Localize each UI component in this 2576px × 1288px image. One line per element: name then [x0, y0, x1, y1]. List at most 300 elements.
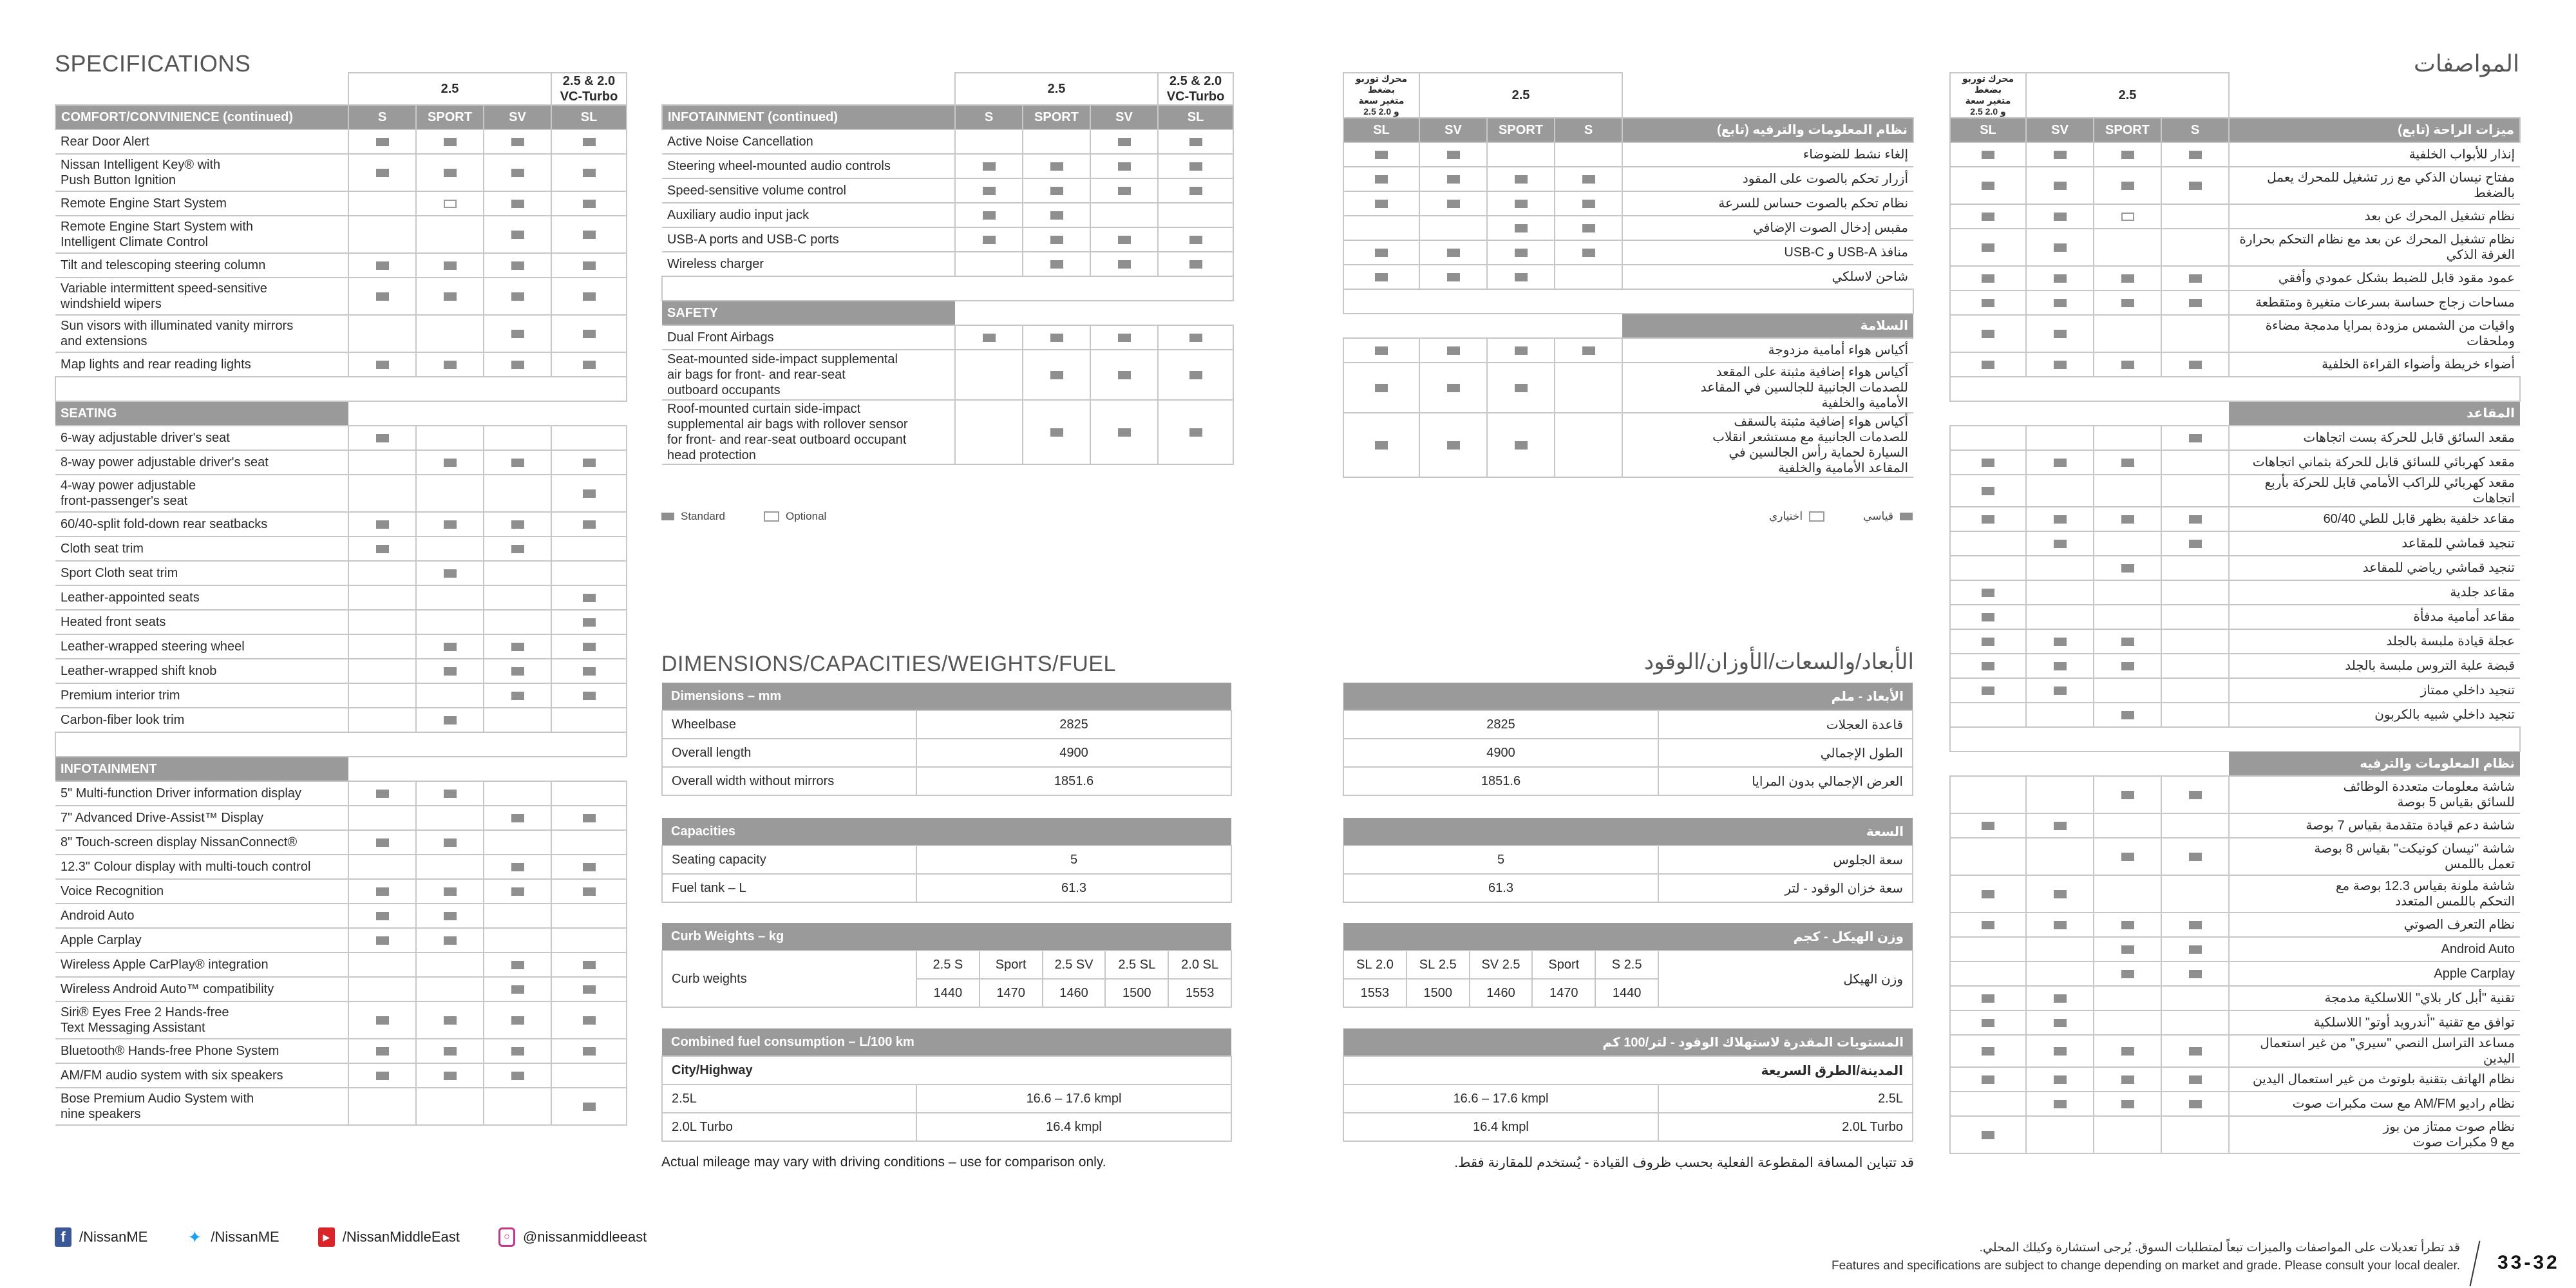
trim-availability	[1950, 605, 2026, 629]
trim-availability	[484, 536, 551, 561]
trim-availability	[1023, 129, 1090, 154]
feature-label: أزرار تحكم بالصوت على المقود	[1622, 167, 1913, 191]
feature-row	[1950, 507, 2520, 531]
trim-availability	[416, 904, 484, 928]
row-label: 2.0L Turbo	[662, 1113, 916, 1141]
social-twitter[interactable]	[186, 1227, 279, 1247]
feature-label: USB-A ports and USB-C ports	[662, 227, 955, 252]
trim-availability	[2161, 937, 2229, 961]
trim-label: Sport	[1532, 951, 1595, 979]
standard-mark-icon	[444, 667, 457, 676]
trim-availability	[1158, 400, 1233, 464]
trim-availability	[1950, 352, 2026, 377]
trim-availability	[2161, 426, 2229, 450]
trim-availability	[2161, 229, 2229, 266]
trim-availability	[1950, 629, 2026, 654]
trim-availability	[2026, 776, 2094, 813]
feature-label: نظام تشغيل المحرك عن بعد	[2229, 204, 2520, 229]
feature-label: Dual Front Airbags	[662, 325, 955, 350]
trim-availability	[348, 683, 416, 708]
trim-header: SL	[1158, 105, 1233, 129]
standard-mark-icon	[511, 667, 524, 676]
row-label: Wheelbase	[662, 710, 916, 739]
standard-mark-icon	[1375, 346, 1388, 355]
trim-header: SL	[551, 105, 627, 129]
feature-table-ar	[1949, 72, 2521, 1154]
trim-header: S	[955, 105, 1023, 129]
feature-label: 60/40-split fold-down rear seatbacks	[55, 512, 348, 536]
trim-availability	[1950, 204, 2026, 229]
row-label: سعة الجلوس	[1658, 846, 1913, 874]
standard-mark-icon	[1050, 260, 1063, 269]
standard-mark-icon	[376, 1072, 389, 1080]
feature-label: نظام تشغيل المحرك عن بعد مع نظام التحكم بحرارة الغرفة الذكي	[2229, 229, 2520, 266]
trim-availability	[1419, 363, 1487, 413]
standard-mark-icon	[583, 292, 596, 301]
feature-row	[1950, 1010, 2520, 1035]
standard-mark-icon	[983, 162, 996, 171]
standard-mark-icon	[376, 790, 389, 798]
trim-availability	[2094, 678, 2161, 703]
curb-weight-value: 1553	[1168, 979, 1231, 1007]
feature-row	[55, 855, 627, 879]
table-header: Dimensions – mm	[662, 683, 1231, 710]
feature-label: Wireless Apple CarPlay® integration	[55, 952, 348, 977]
table-row	[662, 767, 1231, 795]
trim-availability	[348, 216, 416, 253]
trim-availability	[1090, 129, 1158, 154]
feature-label: Remote Engine Start System	[55, 191, 348, 216]
standard-mark-icon	[1447, 346, 1460, 355]
standard-mark-icon	[376, 434, 389, 442]
standard-mark-icon	[1982, 330, 1994, 338]
trim-availability	[551, 1039, 627, 1063]
standard-mark-icon	[444, 1072, 457, 1080]
standard-mark-icon	[583, 643, 596, 651]
feature-row	[1950, 1116, 2520, 1153]
standard-mark-icon	[1189, 236, 1202, 244]
section-header: INFOTAINMENT (continued)	[662, 105, 955, 129]
trim-availability	[484, 278, 551, 315]
row-value: 2825	[1343, 710, 1658, 739]
feature-row	[55, 512, 627, 536]
trim-availability	[2026, 1067, 2094, 1092]
trim-availability	[1023, 252, 1090, 276]
feature-row	[1950, 838, 2520, 875]
feature-label: تنجيد قماشي للمقاعد	[2229, 531, 2520, 556]
trim-availability	[2161, 961, 2229, 986]
row-label: 2.5L	[1658, 1084, 1913, 1113]
feature-row	[662, 154, 1233, 178]
social-instagram[interactable]	[498, 1227, 647, 1247]
feature-label: مساعد التراسل النصي "سيري" من غير استعمال اليدين	[2229, 1035, 2520, 1067]
feature-row	[55, 450, 627, 475]
fuel-consumption-table	[1343, 1028, 1913, 1142]
standard-mark-icon	[583, 520, 596, 529]
standard-mark-icon	[376, 887, 389, 896]
standard-mark-icon	[583, 985, 596, 994]
standard-mark-icon	[983, 211, 996, 220]
feature-row	[55, 585, 627, 610]
feature-label: مفتاح نيسان الذكي مع زر تشغيل للمحرك يعمل بالضغط	[2229, 167, 2520, 204]
engine-group-2-5: 2.5	[348, 73, 551, 105]
standard-mark-icon	[2189, 921, 2202, 929]
trim-availability	[2094, 629, 2161, 654]
feature-label: عمود مقود قابل للضبط بشكل عمودي وأفقي	[2229, 266, 2520, 290]
trim-availability	[348, 1088, 416, 1125]
feature-row	[1950, 937, 2520, 961]
feature-row	[55, 253, 627, 278]
trim-availability	[2094, 507, 2161, 531]
trim-availability	[2161, 475, 2229, 507]
standard-mark-icon	[2121, 945, 2134, 954]
trim-availability	[2161, 315, 2229, 352]
standard-mark-icon	[1515, 175, 1528, 184]
trim-availability	[1950, 913, 2026, 937]
feature-row	[1343, 363, 1913, 413]
social-youtube[interactable]	[318, 1227, 460, 1247]
trim-availability	[1555, 363, 1622, 413]
standard-mark-icon	[2121, 662, 2134, 670]
feature-label: نظام التعرف الصوتي	[2229, 913, 2520, 937]
standard-mark-icon	[1375, 249, 1388, 257]
feature-label: أكياس هواء إضافية مثبتة بالسقف للصدمات الجانبية مع مستشعر انقلاب السيارة لحماية رأس الجالسين في المقاعد الأمامية والخلفية	[1622, 413, 1913, 477]
trim-availability	[416, 536, 484, 561]
feature-row	[662, 227, 1233, 252]
trim-availability	[2094, 426, 2161, 450]
row-label: 2.5L	[662, 1084, 916, 1113]
row-value: 61.3	[1343, 874, 1658, 902]
table-row	[1343, 874, 1913, 902]
standard-mark-icon	[511, 692, 524, 700]
trim-availability	[2026, 426, 2094, 450]
feature-table-en	[661, 72, 1234, 465]
trim-availability	[1950, 167, 2026, 204]
standard-mark-icon	[444, 790, 457, 798]
feature-label: Leather-wrapped shift knob	[55, 659, 348, 683]
standard-mark-icon	[2121, 853, 2134, 861]
trim-availability	[1555, 265, 1622, 289]
mileage-note-ar: قد تتباين المسافة المقطوعة الفعلية بحسب ظروف القيادة - يُستخدم للمقارنة فقط.	[1454, 1155, 1914, 1170]
feature-label: 7" Advanced Drive-Assist™ Display	[55, 806, 348, 830]
trim-availability	[2094, 167, 2161, 204]
trim-availability	[2161, 450, 2229, 475]
trim-availability	[348, 977, 416, 1001]
trim-availability	[484, 191, 551, 216]
trim-availability	[484, 426, 551, 450]
standard-mark-icon	[376, 138, 389, 146]
standard-box-icon	[661, 513, 674, 520]
standard-mark-icon	[1982, 638, 1994, 646]
curb-weight-value: 1553	[1343, 979, 1406, 1007]
trim-header: SV	[1419, 118, 1487, 142]
feature-row	[1950, 813, 2520, 838]
social-facebook[interactable]	[55, 1227, 147, 1247]
feature-row	[1950, 266, 2520, 290]
trim-availability	[484, 708, 551, 732]
feature-row	[55, 216, 627, 253]
feature-label: 8-way power adjustable driver's seat	[55, 450, 348, 475]
feature-row	[662, 350, 1233, 400]
standard-mark-icon	[444, 361, 457, 369]
engine-group-turbo: 2.5 & 2.0 VC-Turbo	[1158, 73, 1233, 105]
curb-weights-table	[661, 923, 1232, 1008]
feature-row	[55, 1039, 627, 1063]
trim-header: SPORT	[1487, 118, 1555, 142]
feature-row	[1950, 450, 2520, 475]
trim-availability	[1950, 507, 2026, 531]
standard-mark-icon	[1982, 274, 1994, 283]
standard-mark-icon	[1982, 213, 1994, 221]
trim-availability	[416, 634, 484, 659]
standard-mark-icon	[444, 569, 457, 578]
standard-mark-icon	[1447, 441, 1460, 450]
feature-label: قبضة علبة التروس ملبسة بالجلد	[2229, 654, 2520, 678]
standard-mark-icon	[1118, 334, 1131, 342]
feature-row	[1950, 475, 2520, 507]
trim-availability	[1419, 191, 1487, 216]
standard-mark-icon	[376, 912, 389, 920]
feature-row	[1950, 605, 2520, 629]
trim-availability	[348, 585, 416, 610]
trim-availability	[1023, 350, 1090, 400]
feature-row	[55, 1063, 627, 1088]
trim-availability	[551, 879, 627, 904]
trim-availability	[484, 561, 551, 585]
dimensions-title-ar: الأبعاد/والسعات/الأوزان/الوقود	[1644, 650, 1914, 674]
trim-availability	[551, 1088, 627, 1125]
feature-row	[1950, 352, 2520, 377]
standard-mark-icon	[2189, 970, 2202, 978]
trim-availability	[348, 450, 416, 475]
standard-mark-icon	[583, 169, 596, 177]
trim-availability	[1950, 776, 2026, 813]
instagram-handle: @nissanmiddleeast	[522, 1229, 647, 1245]
section-header: INFOTAINMENT	[55, 757, 348, 781]
standard-mark-icon	[1582, 249, 1595, 257]
trim-availability	[348, 426, 416, 450]
table-header: Combined fuel consumption – L/100 km	[662, 1028, 1231, 1056]
trim-availability	[1950, 961, 2026, 986]
trim-availability	[416, 278, 484, 315]
trim-availability	[1343, 216, 1419, 240]
feature-row	[55, 154, 627, 191]
page-title-ar: المواصفات	[2413, 50, 2519, 77]
trim-availability	[955, 178, 1023, 203]
trim-availability	[2026, 475, 2094, 507]
trim-availability	[1950, 986, 2026, 1010]
standard-mark-icon	[2121, 638, 2134, 646]
trim-availability	[484, 904, 551, 928]
standard-mark-icon	[1050, 162, 1063, 171]
feature-label: نظام راديو AM/FM مع ست مكبرات صوت	[2229, 1092, 2520, 1116]
trim-availability	[1950, 531, 2026, 556]
standard-mark-icon	[511, 1047, 524, 1056]
trim-header: S	[1555, 118, 1622, 142]
feature-row	[55, 1001, 627, 1039]
standard-mark-icon	[2054, 182, 2067, 190]
row-value: 1851.6	[916, 767, 1231, 795]
trim-availability	[2026, 352, 2094, 377]
trim-availability	[2026, 1035, 2094, 1067]
standard-mark-icon	[1447, 151, 1460, 159]
standard-mark-icon	[1189, 138, 1202, 146]
optional-mark-icon	[444, 200, 457, 208]
standard-mark-icon	[444, 292, 457, 301]
standard-mark-icon	[583, 231, 596, 239]
mileage-note-en: Actual mileage may vary with driving conditions – use for comparison only.	[661, 1155, 1106, 1170]
standard-mark-icon	[444, 520, 457, 529]
capacities-table	[661, 818, 1232, 903]
trim-availability	[551, 830, 627, 855]
standard-mark-icon	[2121, 921, 2134, 929]
trim-availability	[1950, 229, 2026, 266]
standard-mark-icon	[444, 1016, 457, 1025]
standard-mark-icon	[1118, 187, 1131, 195]
standard-mark-icon	[2121, 515, 2134, 524]
standard-mark-icon	[2121, 299, 2134, 307]
feature-row	[1950, 703, 2520, 727]
feature-row	[1343, 338, 1913, 363]
standard-mark-icon	[583, 489, 596, 498]
trim-availability	[484, 830, 551, 855]
legend-standard-label: Standard	[681, 510, 725, 522]
trim-availability	[2026, 605, 2094, 629]
feature-label: Rear Door Alert	[55, 129, 348, 154]
trim-availability	[955, 203, 1023, 227]
standard-mark-icon	[1515, 224, 1528, 232]
trim-availability	[2161, 654, 2229, 678]
feature-label: Nissan Intelligent Key® with Push Button Ignition	[55, 154, 348, 191]
social-links	[55, 1227, 647, 1247]
trim-availability	[2094, 913, 2161, 937]
trim-availability	[2161, 580, 2229, 605]
trim-availability	[2094, 229, 2161, 266]
standard-mark-icon	[1982, 515, 1994, 524]
trim-availability	[348, 708, 416, 732]
trim-availability	[551, 561, 627, 585]
standard-mark-icon	[511, 545, 524, 553]
standard-mark-icon	[2054, 1019, 2067, 1027]
trim-availability	[1555, 191, 1622, 216]
standard-mark-icon	[1982, 1019, 1994, 1027]
standard-mark-icon	[583, 1016, 596, 1025]
trim-availability	[348, 191, 416, 216]
trim-availability	[1090, 178, 1158, 203]
trim-availability	[1950, 703, 2026, 727]
page-numbers: 33-32	[2497, 1252, 2560, 1273]
trim-availability	[416, 879, 484, 904]
table-header: Capacities	[662, 818, 1231, 846]
feature-row	[55, 426, 627, 450]
trim-availability	[1555, 338, 1622, 363]
standard-mark-icon	[376, 169, 389, 177]
feature-row	[662, 252, 1233, 276]
trim-header: SPORT	[416, 105, 484, 129]
trim-availability	[416, 855, 484, 879]
trim-availability	[2026, 1116, 2094, 1153]
trim-availability	[2026, 531, 2094, 556]
trim-availability	[484, 450, 551, 475]
standard-mark-icon	[2054, 1075, 2067, 1084]
youtube-icon: ▶	[318, 1227, 335, 1247]
trim-availability	[484, 855, 551, 879]
dimensions-table	[661, 683, 1232, 796]
trim-availability	[348, 830, 416, 855]
trim-availability	[2094, 580, 2161, 605]
page-title-en: SPECIFICATIONS	[55, 50, 251, 77]
trim-availability	[416, 952, 484, 977]
trim-availability	[551, 475, 627, 512]
standard-mark-icon	[1515, 384, 1528, 392]
feature-row	[1343, 413, 1913, 477]
trim-availability	[1090, 400, 1158, 464]
trim-availability	[2026, 961, 2094, 986]
feature-row	[1950, 629, 2520, 654]
standard-mark-icon	[1982, 994, 1994, 1003]
trim-availability	[484, 806, 551, 830]
standard-mark-icon	[2054, 1047, 2067, 1056]
trim-availability	[551, 191, 627, 216]
trim-header: SV	[1090, 105, 1158, 129]
feature-row	[55, 781, 627, 806]
standard-mark-icon	[583, 618, 596, 627]
trim-availability	[348, 278, 416, 315]
trim-availability	[1487, 240, 1555, 265]
trim-availability	[484, 1088, 551, 1125]
trim-availability	[1950, 1092, 2026, 1116]
standard-mark-icon	[2054, 890, 2067, 898]
standard-mark-icon	[583, 692, 596, 700]
standard-mark-icon	[1189, 334, 1202, 342]
standard-mark-icon	[444, 887, 457, 896]
feature-label: Seat-mounted side-impact supplemental air bags for front- and rear-seat outboard occupants	[662, 350, 955, 400]
table-row	[1343, 1084, 1913, 1113]
trim-availability	[1090, 203, 1158, 227]
trim-availability	[2094, 1010, 2161, 1035]
trim-availability	[2094, 556, 2161, 580]
trim-availability	[1090, 252, 1158, 276]
table-header: السعة	[1343, 818, 1913, 846]
standard-mark-icon	[511, 261, 524, 270]
trim-availability	[2026, 167, 2094, 204]
feature-row	[1950, 167, 2520, 204]
trim-availability	[551, 129, 627, 154]
trim-availability	[551, 216, 627, 253]
standard-mark-icon	[2054, 213, 2067, 221]
trim-availability	[1158, 252, 1233, 276]
feature-row	[1950, 986, 2520, 1010]
trim-availability	[2026, 986, 2094, 1010]
standard-mark-icon	[511, 520, 524, 529]
section-header: SAFETY	[662, 301, 955, 325]
standard-mark-icon	[583, 261, 596, 270]
standard-mark-icon	[511, 985, 524, 994]
standard-mark-icon	[583, 1047, 596, 1056]
trim-availability	[2094, 290, 2161, 315]
trim-availability	[551, 634, 627, 659]
standard-mark-icon	[1189, 260, 1202, 269]
trim-availability	[416, 708, 484, 732]
trim-availability	[348, 806, 416, 830]
standard-mark-icon	[2121, 459, 2134, 467]
standard-mark-icon	[1375, 441, 1388, 450]
trim-availability	[955, 227, 1023, 252]
standard-mark-icon	[511, 863, 524, 871]
standard-mark-icon	[2054, 151, 2067, 159]
trim-availability	[2026, 142, 2094, 167]
section-header: COMFORT/CONVINIENCE (continued)	[55, 105, 348, 129]
